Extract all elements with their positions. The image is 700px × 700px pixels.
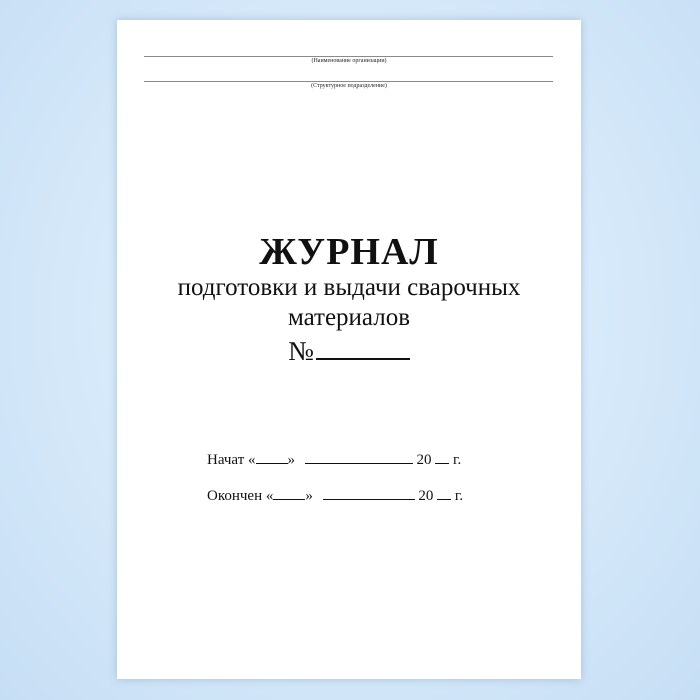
journal-subtitle-line1: подготовки и выдачи сварочных	[177, 274, 521, 301]
finished-date-row	[207, 485, 463, 506]
started-year-suffix: г.	[453, 452, 462, 468]
journal-title: ЖУРНАЛ	[259, 231, 439, 273]
number-sign: №	[288, 336, 314, 366]
finished-day-blank	[273, 485, 305, 500]
finished-year-suffix: г.	[454, 488, 464, 504]
started-year-blank	[435, 449, 449, 464]
started-date-row	[207, 449, 461, 470]
started-close-quote: »	[287, 452, 296, 468]
department-name-caption: (Структурное подразделение)	[311, 83, 387, 89]
finished-month-blank	[323, 485, 415, 500]
finished-year-blank	[437, 485, 451, 500]
started-day-blank	[256, 449, 288, 464]
finished-close-quote: »	[305, 488, 313, 504]
started-label: Начат «	[207, 452, 256, 468]
number-blank-line	[316, 338, 410, 360]
finished-year-prefix: 20	[418, 488, 434, 504]
organization-name-caption: (Наименование организации)	[311, 58, 387, 64]
department-name-line	[144, 81, 553, 82]
finished-label: Окончен «	[207, 488, 274, 504]
journal-number-field	[117, 335, 581, 367]
journal-cover-sheet	[117, 20, 581, 679]
journal-subtitle-line2: материалов	[287, 304, 411, 331]
started-month-blank	[305, 449, 413, 464]
organization-name-line	[144, 56, 553, 57]
started-year-prefix: 20	[416, 452, 432, 468]
